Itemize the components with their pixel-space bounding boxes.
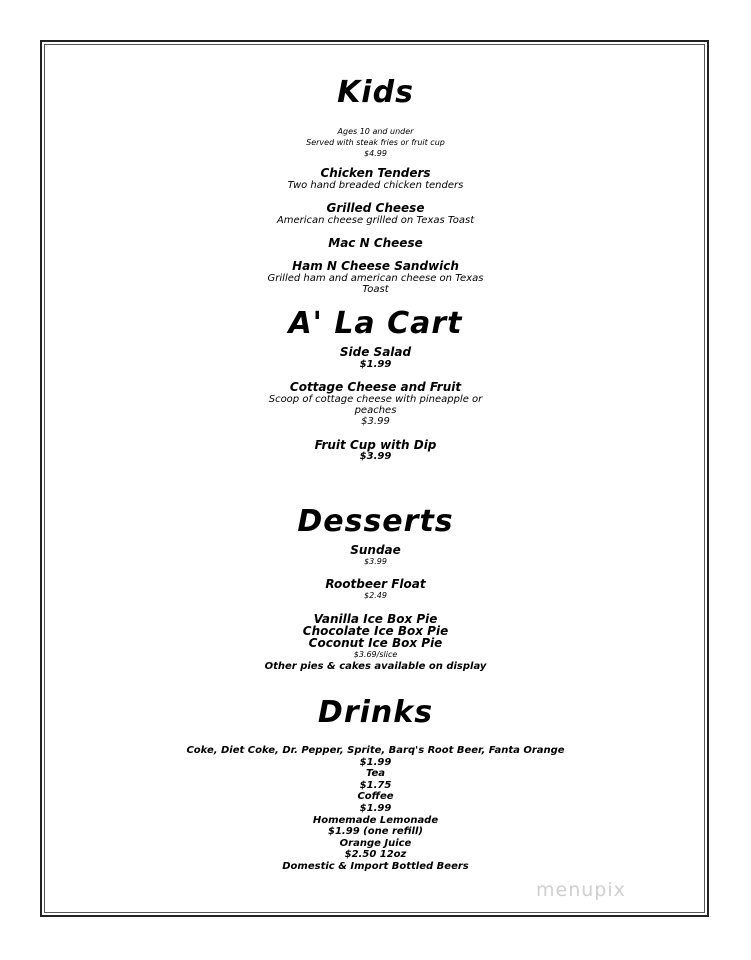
drink-line: Coke, Diet Coke, Dr. Pepper, Sprite, Barq's Root Beer, Fanta Orange bbox=[186, 745, 565, 756]
menu-item-desc: American cheese grilled on Texas Toast bbox=[276, 215, 475, 226]
drink-line: $1.99 bbox=[359, 803, 392, 814]
menu-item-name: Fruit Cup with Dip bbox=[314, 438, 437, 452]
menu-item-price: $3.99 bbox=[361, 416, 390, 427]
menu-item-name: Cottage Cheese and Fruit bbox=[289, 380, 462, 394]
pie-name: Vanilla Ice Box Pie bbox=[313, 612, 438, 626]
menu-item-price: $2.49 bbox=[364, 591, 387, 600]
menu-item-price: $3.99 bbox=[364, 557, 387, 566]
drink-line: Tea bbox=[365, 768, 386, 780]
drink-line: $1.99 bbox=[359, 756, 392, 768]
drink-line: $1.99 (one refill) bbox=[328, 826, 423, 838]
watermark: menupix bbox=[536, 879, 626, 901]
menu-item-desc: Scoop of cottage cheese with pineapple or bbox=[268, 394, 483, 405]
menu-item-name: Grilled Cheese bbox=[326, 201, 425, 215]
pie-name: Coconut Ice Box Pie bbox=[308, 636, 443, 650]
menu-item-price: $1.99 bbox=[359, 359, 392, 370]
kids-served-note: Served with steak fries or fruit cup bbox=[306, 138, 445, 147]
drink-line: Orange Juice bbox=[339, 837, 412, 849]
pie-price: $3.69/slice bbox=[353, 650, 398, 659]
kids-title: Kids bbox=[337, 75, 414, 110]
drink-line: $1.75 bbox=[359, 779, 392, 791]
menu-item-price: $3.99 bbox=[359, 451, 392, 462]
drink-line: Homemade Lemonade bbox=[312, 814, 439, 826]
desserts-title: Desserts bbox=[297, 504, 454, 539]
menu-item-name: Mac N Cheese bbox=[328, 236, 423, 250]
alacart-title: A' La Cart bbox=[288, 306, 463, 341]
menu-item-name: Rootbeer Float bbox=[325, 577, 426, 591]
drink-line: $2.50 12oz bbox=[344, 849, 407, 861]
pie-note: Other pies & cakes available on display bbox=[264, 661, 487, 672]
drink-line: Domestic & Import Bottled Beers bbox=[282, 861, 469, 872]
kids-ages-note: Ages 10 and under bbox=[337, 127, 414, 136]
menu-item-name: Chicken Tenders bbox=[320, 166, 431, 180]
menu-item-name: Sundae bbox=[350, 543, 401, 557]
menu-item-desc: Grilled ham and american cheese on Texas bbox=[267, 273, 484, 284]
drinks-title: Drinks bbox=[317, 695, 434, 730]
menu-item-name: Ham N Cheese Sandwich bbox=[292, 259, 459, 273]
menu-item-name: Side Salad bbox=[339, 345, 412, 359]
menu-item-desc: peaches bbox=[354, 405, 397, 416]
drink-line: Coffee bbox=[357, 791, 394, 803]
kids-price: $4.99 bbox=[364, 149, 387, 158]
menu-item-desc: Two hand breaded chicken tenders bbox=[287, 180, 464, 191]
pie-name: Chocolate Ice Box Pie bbox=[302, 624, 449, 638]
menu-item-desc: Toast bbox=[362, 284, 389, 295]
